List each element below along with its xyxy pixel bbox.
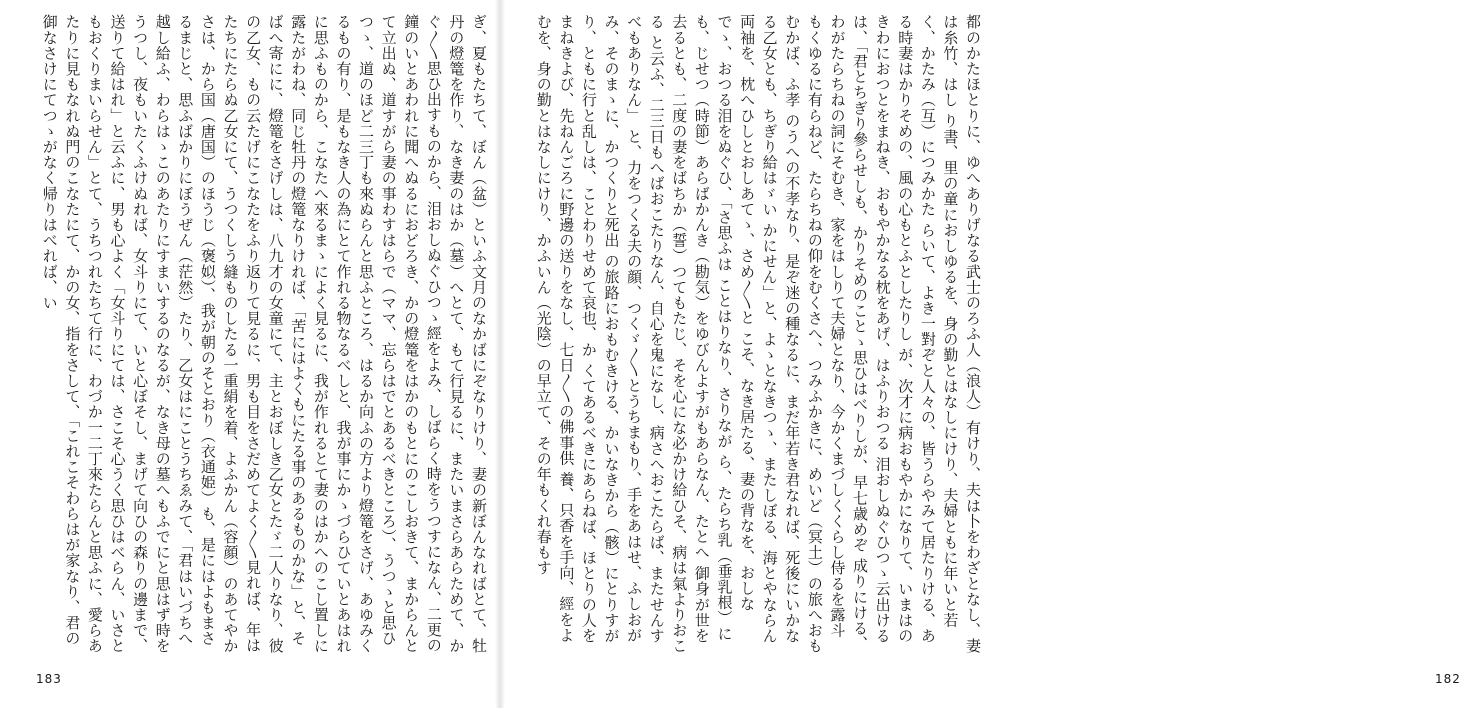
left-page-text: [24, 14, 490, 654]
right-page-paragraph: 都のかたほとりに、ゆへありげなる武士のろふ人（浪人）有けり、夫は卜をわざとなし、妻は糸竹、はし り書、里の童におしゆるを、身の勤とはなしにけり、夫婦ともに年いと若く、かたみ（互）につみかた らいて、よき一對ぞと人々の、皆うらやみて居たりける、ある時妻はかりそめの、風の心もとふとしたりし が、次才に病おもやかになりて、いまはのきわにおつとをまねき、おもやかなる枕をあげ、はふりおつる 泪おしぬぐひつゝ云出けるは、「君とちぎり參らせしも、かりそめのことゝ思ひはべりしが、早七歳めぞ 成りにける、わがたらちねの詞にそむき、家をはしりて夫婦となり、今かくまづしくくらし侍るを露斗 もくゆるに有らねど、たらちねの仰をむくさへ、つみふかきに、めいど（冥土）の旅へおもむかば、ふ孝 のうへの不孝なり、是ぞ迷の種なるに、まだ年若き君なれば、死後にいかなる乙女とも、ちぎり給はゞい かにせん」と、よゝとなきつゝ、またしぼる、海とやならん両袖を、枕へひしとおしあてゝ、さめ〳〵と こそ、なき居たる、妻の背なを、おしなでゝ、おつる泪をぬぐひ、「さ思ふは ことはりなり、さりなが ら、たらち乳（垂乳根）にも、じせつ（時節）あらばかんき（勘気）をゆびんよすがもあらなん、たとへ 御身が世を去るとも、二度の妻をばちか（誓）つてもたじ、そを心にな必かけ給ひそ、病は氣よりおこる と云ふ、二三日もへばおこたりなん、自心を鬼になし、病さへおこたらば、またせんすべもありなん」 と、力をつくる夫の顔、つくゞ〳〵とうちまもり、手をあはせ、ふしおがみ、そのまゝに、かつくりと死出 の旅路におもむきける、かいなきから（骸）にとりすがり、ともに行と乱しは、ことわりせめて哀也、か くてあるべきにあらねば、ほとりの人をまねきよび、先ねんごろに野邊の送りをなし、七日〳〵の佛事供 養、只香を手向、經をよむを、身の勤とはなしにけり、かふいん（光陰）の早立て、その年もくれ春もす: [534, 14, 982, 654]
left-page-paragraph: ぎ、夏もたちて、ぼん（盆）といふ文月のなかばにぞなりけり、妻の新ぼんなればとて、牡丹の燈篭を作り、なき妻のはか（墓）へとて、もて行見るに、またいまさらあらためて、かぐ〳〵思ひ出すものから、泪おしぬぐひつゝ經をよみ、しばらく時をうつすになん、二更の鐘のいとあわれに聞へぬるにおどろき、かの燈篭をはかのもとにのこしおきて、まからんとて立出ぬ、道すがら妻の事わすはらで（ママ、忘らはでとあるべきところ）、うつゝと思ひつゝ、道のほど二三丁も來ぬらんと思ふところ、はるか向ふの方より燈篭をさげ、あゆみくるもの有り、是もなき人の為にとて作れる物なるべしと、我が事にかゝづらひていとあはれに思ふものから、こなたへ來るまゝによく見るに、我が作れるとて妻のはかへのこし置しに露たがわね、同じ牡丹の燈篭なりければ、「苦にはよくもにたる事のあるものかな」と、そばへ寄にに、燈篭をさげしは、八九才の女童にて、主とおぼしき乙女とたゞ二人りなり、彼の乙女、もの云たげにこなたをふり返りて見るに、男も目をさだめてよく〳〵見れば、年はたちにたらぬ乙女にて、うつくしう縫ものしたる一重絹を着、よふかん（容顔）のあてやかさは、から国（唐国）のほうじ（褒姒）、我が朝のそとおり（衣通姫）も、是にはよもまさるまじと、思ふばかりにぼうぜん（茫然）たり、乙女はにことうちゑみて、「君はいづちへ越し給ふ、わらはゝこのあたりにすまいするのなるが、なき母の墓へもふでにと思はず時をうつし、夜もいたくふけぬれば、女斗りにて、いと心ぼそし、まげて向ひの森りの邊まで、送りて給はれ」と云ふに、男も心よく「女斗りにては、さこそ心うく思ひはべらん、いさともおくりまいらせん」とて、うちつれたちて行に、わづか一二丁來たらんと思ふに、愛らあたりに見もなれぬ門のこなたにて、かの女、指をさして、「これこそわらはが家なり、君の御なさけにてつゝがなく帰りはべれば、い: [40, 14, 488, 654]
left-page: [0, 0, 500, 708]
left-page-number: 183: [36, 672, 62, 686]
right-page-text: [518, 14, 984, 654]
right-page-number: 182: [1435, 672, 1461, 686]
